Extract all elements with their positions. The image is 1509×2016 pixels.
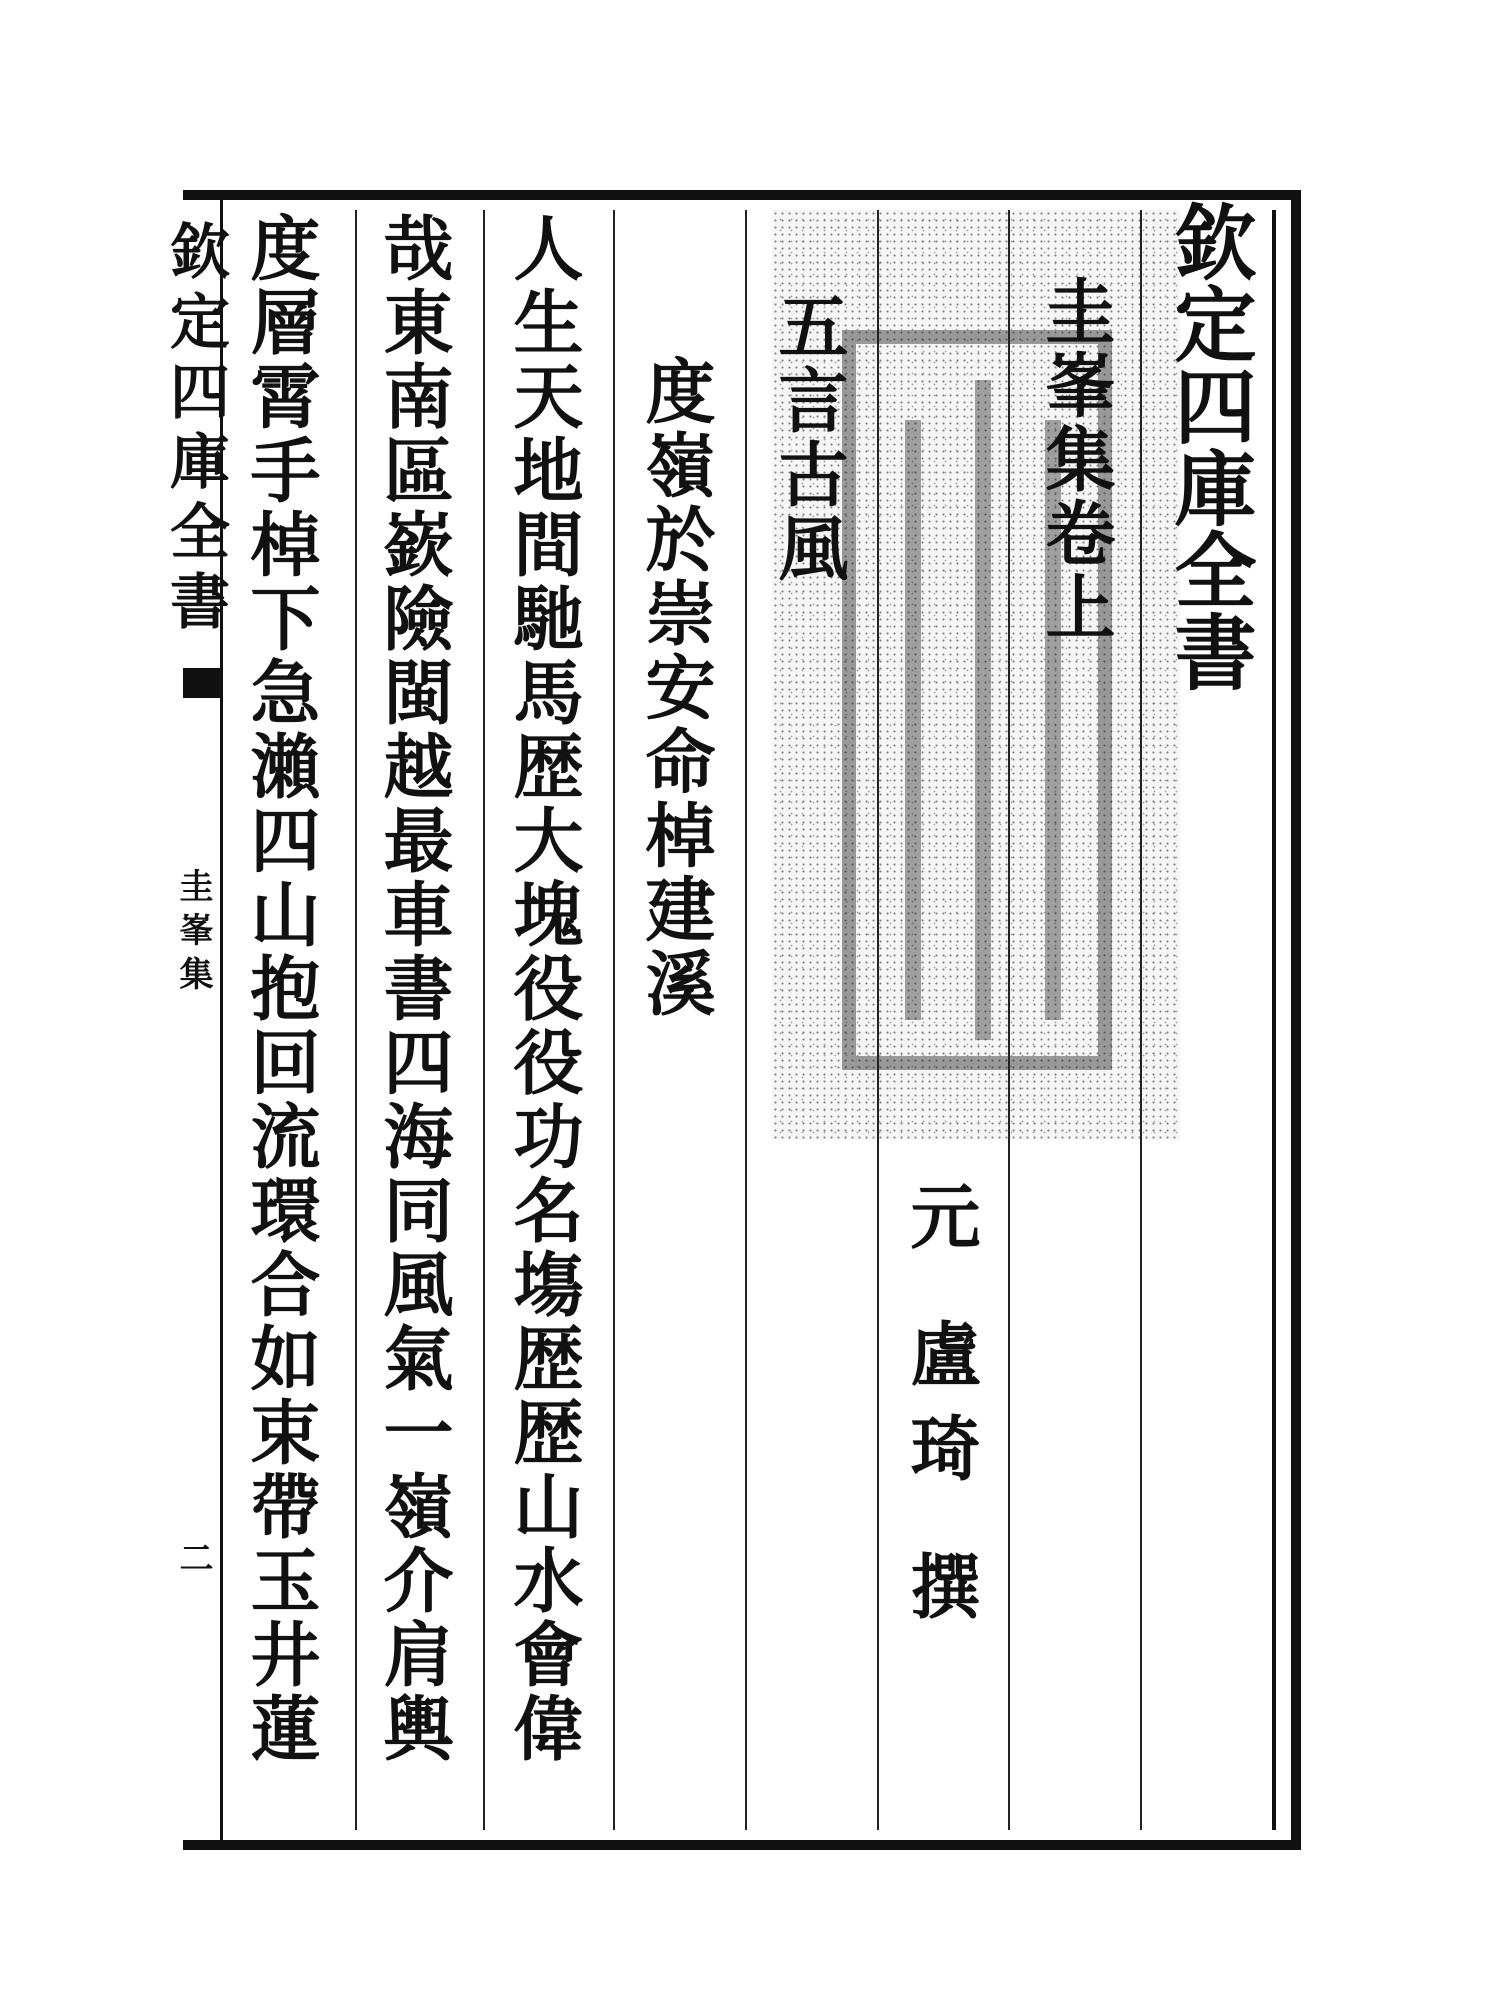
column-rule [1140, 210, 1142, 1830]
text-column: 哉東南區嶔險閩越最車書四海同風氣一嶺介肩輿 [372, 212, 455, 1766]
text-column: 度層霄手棹下急瀨四山抱回流環合如束帶玉井蓮 [239, 212, 322, 1766]
column-rule [1008, 210, 1010, 1830]
column-rule [613, 210, 615, 1830]
volume-title: 圭峯集卷上 [1034, 275, 1117, 645]
poem-title: 度嶺於崇安命棹建溪 [634, 355, 717, 1021]
column-rule [877, 210, 879, 1830]
frame-inner-rule [1272, 210, 1276, 1830]
margin-book-title: 圭峯集 [173, 868, 213, 1000]
margin-collection-title: 欽定四庫全書 [160, 220, 230, 640]
author-dynasty: 元 [899, 1180, 982, 1274]
fish-tail-mark [183, 668, 223, 698]
column-rule [483, 210, 485, 1830]
margin-page-number: 二 [173, 1540, 213, 1574]
text-column: 人生天地間馳馬歴大塊役役功名塲歴歴山水會偉 [502, 212, 585, 1766]
collection-header: 欽定四庫全書 [1161, 200, 1257, 692]
column-rule [355, 210, 357, 1830]
author-role: 撰 [899, 1550, 982, 1644]
section-heading: 五言古風 [767, 290, 850, 586]
author-name: 盧琦 [899, 1318, 982, 1506]
column-rule [745, 210, 747, 1830]
author-line [899, 1180, 982, 1644]
text-frame [183, 190, 1301, 1850]
